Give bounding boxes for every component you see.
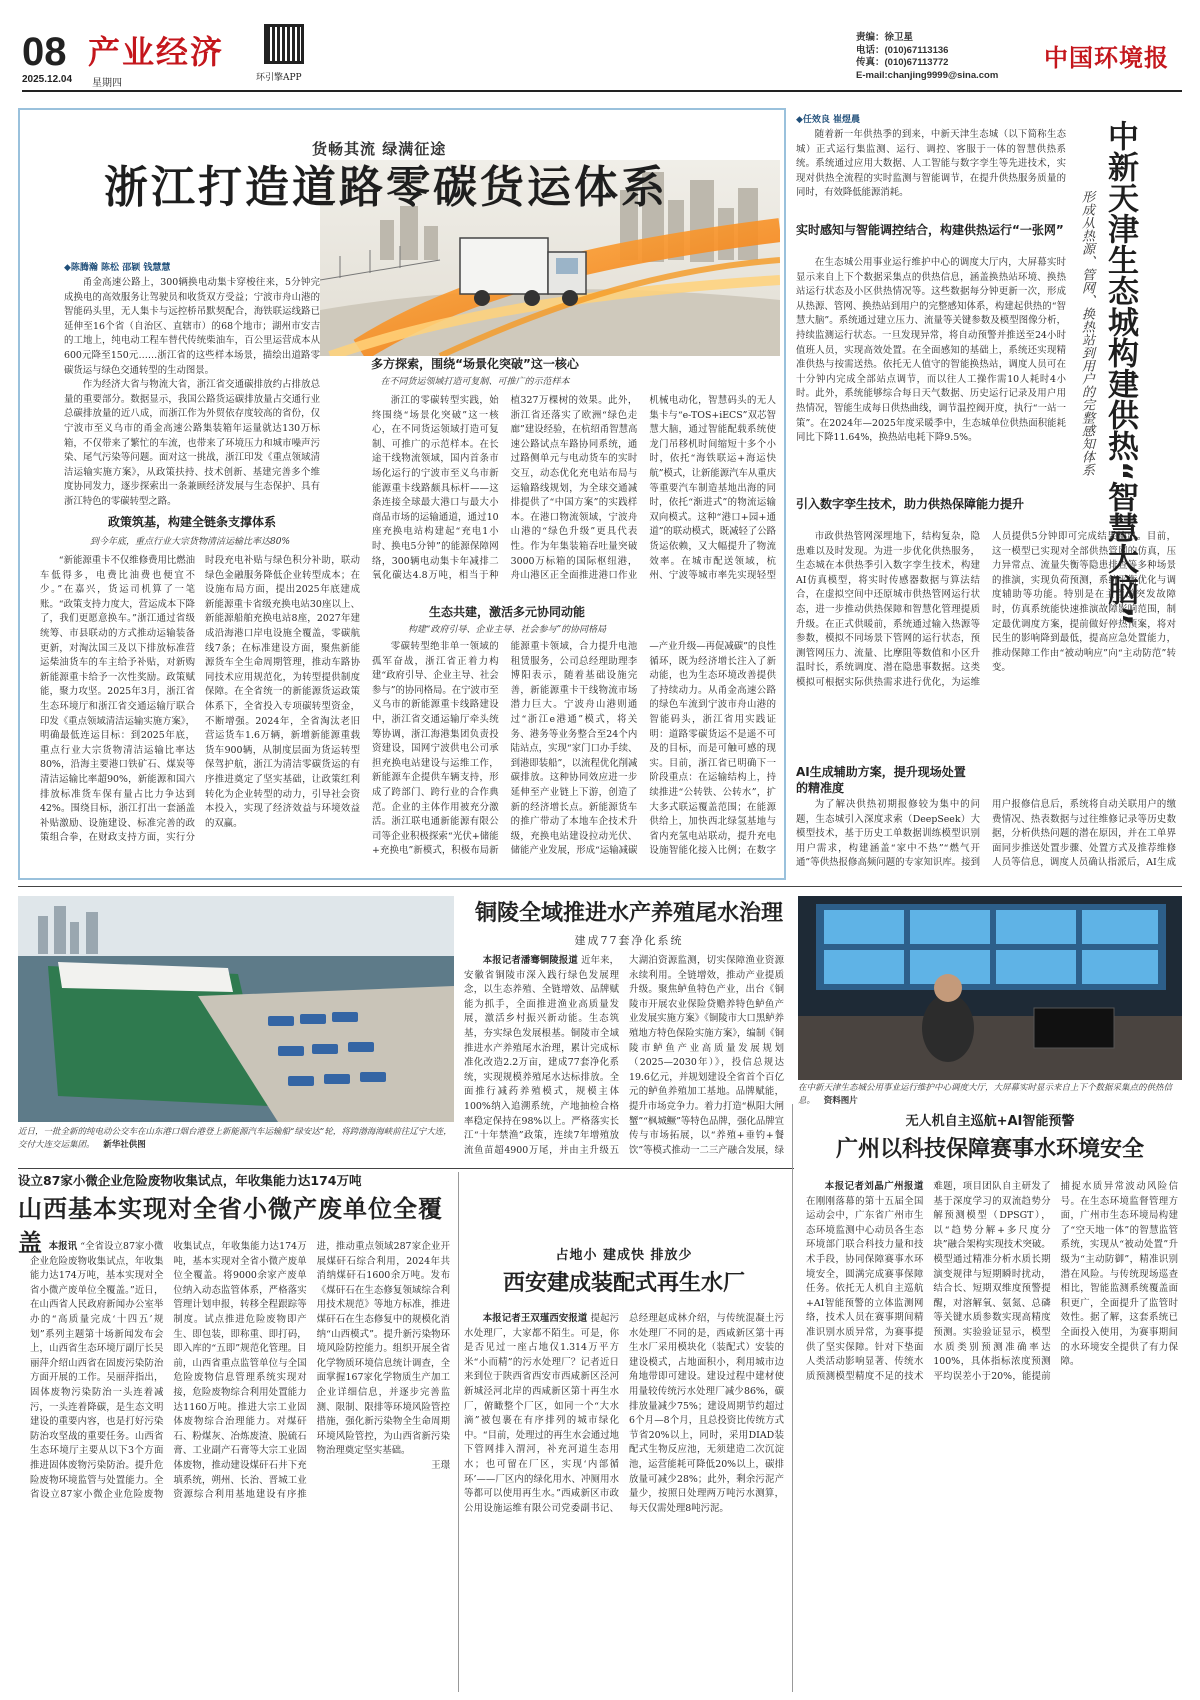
zhejiang-s3-title: 生态共建，激活多元协同动能 [428, 605, 585, 619]
tongling-sub: 建成77套净化系统 [574, 934, 684, 947]
xian-body: 提起污水处理厂，大家都不陌生。可是，你是否见过一座占地仅1.314万平方米“小而精”的污水处理厂？记者近日来到位于陕西省西安市西咸新区泾河新城泾河北岸的西咸新区第十再生水厂，俯瞰整个厂区，如同一个“大水滴”被包裹在有序排列的城市绿化中。“目前，处理过的再生水会通过地下管网排入渭河，补充河道生态用水；也可留在厂区，实现‘内部循环’——厂区内的绿化用水、冲厕用水等都可以使用再生水。”西咸新区市政公用设施运维有限公司党委副书记、总经理赵成林介绍，与传统混凝土污水处理厂不同的是，西咸新区第十再生水厂采用模块化（装配式）安装的建设模式，占地面积小，利用城市边角地带即可建设。建设过程中建材使用量较传统污水处理厂减少86%，碳排放量减少75%；建设周期节约超过6个月—8个月，且总投资比传统方式节省20%以上，同时，采用DIAD装配式生物反应池，无须建造二次沉淀池，运营能耗可降低20%以上，碳排放量可减少28%；此外，剩余污泥产量少，按照日处理两万吨污水测算，每天仅需处理8吨污泥。 [464, 1313, 784, 1514]
qr-code[interactable] [264, 24, 304, 64]
control-room-caption [798, 1082, 1182, 1108]
port-photo [18, 896, 454, 1122]
zhejiang-s3-subtitle: 构建“政府引导、企业主导、社会参与”的协同格局 [407, 625, 607, 635]
issue-date: 2025.12.04 [22, 74, 73, 85]
guangzhou-body: 在刚刚落幕的第十五届全国运动会中，广东省广州市生态环境监测中心动员各生态环境部门联合科技力量和技术手段，协同保障赛事水环境安全，圆满完成赛事保障任务。依托无人机自主巡航+AI智能预警的立体监测网络，技术人员在赛事期间精准识别水质异常，为赛事提供了坚实保障。针对下垫面人类活动影响显著、传统水质预测模型精度不足的技术难题，项目团队自主研发了基于深度学习的双流趋势分解预测模型（DPSGT），以“趋势分解+多尺度分块”融合架构实现技术突破。模型通过精准分析水质长期演变规律与短期瞬时扰动，结合长、短期双维度预警提醒，对溶解氧、氨氮、总磷等关键水质参数实现高精度预测。实验验证显示，模型水质类别预测准确率达100%，具体指标浓度预测平均误差小于20%，能提前捕捉水质异常波动风险信号。在生态环境监督管理方面，广州市生态环境局构建了“空天地一体”的智慧监管系统，实现从“被动处置”升级为“主动防御”，精准识别潜在风险。与传统现场巡查相比，智能监测系统覆盖面积更广，全面提升了监管时效性。据了解，这套系统已全面投入使用，为赛事期间的水环境安全提供了有力保障。 [806, 1181, 1178, 1382]
tianjin-s3-body: 为了解决供热初期报修较为集中的问题，生态城引入深度求索（DeepSeek）大模型技术，基于历史工单数据训练模型识别用户需求，构建涵盖“家中不热”“燃气开通”等供热报修高频问题的专家知识库。接到用户报修信息后，系统将自动关联用户的缴费情况、热表数据与过往维修记录等历史数据，分析供热问题的潜在原因，并在工单界面同步推送处置步骤、处置方式及推荐维修人员等信息，调度人员确认指派后，AI生成 [796, 799, 1176, 869]
port-caption [18, 1126, 454, 1152]
xian-kicker: 占地小 建成快 排放少 [555, 1248, 693, 1263]
zhejiang-s3-body: 零碳转型绝非单一领域的孤军奋战，浙江省正着力构建“政府引导、企业主导、社会参与”的协同格局。在宁波市至义乌市的新能源重卡线路建设中，浙江省交通运输厅牵头统筹协调，浙江海港集团负责投资建设，国网宁波供电公司承担充换电站建设与运维工作，新能源车企提供车辆支持，形成了跨部门、跨行业的合作典范。企业的主体作用被充分激活。浙江联电通新能源有限公司等企业积极探索“光伏+储能+充换电”新模式，积极布局新能源重卡领域，合力提升电池租赁服务，公司总经理助理李博阳表示，随着基础设施完善，新能源重卡干线物流市场潜力巨大。宁波舟山港则通过“浙江e港通”模式，将关务、港务等业务整合至24个内陆站点，实现“家门口办手续、到港即装船”，以流程优化削减碳排放。这种协同效应进一步延伸至产业链上下游，创造了新的经济增长点。新能源货车的推广带动了本地车企技术升级，充换电站建设拉动光伏、储能产业发展，形成“运输减碳—产业升级—再促减碳”的良性循环，既为经济增长注入了新动能，也为生态环境改善提供了持续动力。从甬金高速公路的绿色车流到宁波市舟山港的智能码头，浙江省用实践证明：道路零碳货运不是遥不可及的目标，而是可触可感的现实。目前，浙江省已明确下一阶段重点：在运输结构上，持续推进“公转铁、公转水”，扩大多式联运覆盖范围；在能源供给上，加快西北绿氢基地与省内充氢电站联动，提升充电设施智能化接入比例；在数字 [372, 641, 776, 857]
tongling-text [464, 954, 784, 1166]
shanxi-headline: 山西基本实现对全省小微产废单位全覆盖 [18, 1194, 443, 1257]
tianjin-byline: ◆任效良 崔煜晨 [796, 115, 861, 125]
editor-info [856, 32, 998, 82]
zhejiang-s2-body: 浙江的零碳转型实践，始终围绕“场景化突破”这一核心，在不同货运领域打造可复制、可推广的示范样本。在长途干线物流领域，国内首条市场化运行的宁波市至义乌市新能源重卡线路颇具标杆——这条连接全球最大港口与最大小商品市场的运输通道，通过10座充换电站构建起“充电1小时、换电5分钟”的能源保障网络，300辆电动集卡年减排二氧化碳达4.8万吨，相当于种植327万棵树的效果。此外，浙江省还落实了欧洲“绿色走廊”建设经验，在杭绍甬智慧高速公路试点车路协同系统，通过路侧单元与电动货车的实时交互，动态优化充电站布局与运输路线规划，为全球交通减排提供了“中国方案”的实践样本。在港口物流领域，宁波舟山港的“绿色升级”更具代表性。作为年集装箱吞吐量突破3000万标箱的国际枢纽港，舟山港区正全面推进港口作业机械电动化，智慧码头的无人集卡与“e-TOS+iECS”双芯智慧大脑，通过智能配载系统使龙门吊移机时间缩短十多个小时，依托“海铁联运+海运快航”模式，让新能源汽车从重庆等重要汽车制造基地出海的同时，依托“渐进式”的物流运输双向模式。这种“港口+园+通道”的联动模式，既减轻了公路货运依赖，又大幅提升了物流效率。在城市配送领域，杭州、宁波等城市率先实现轻型 [372, 395, 776, 582]
control-room-credit: 资料图片 [823, 1096, 858, 1106]
xian-byline: 本报记者王双瑾西安报道 [482, 1313, 588, 1324]
shanxi-text [30, 1240, 450, 1692]
divider-vertical-2 [792, 1104, 793, 1692]
page-number: 08 [22, 30, 67, 74]
divider-upper [18, 886, 1182, 887]
guangzhou-byline: 本报记者刘晶广州报道 [824, 1181, 924, 1192]
tianjin-s2-title: 引入数字孪生技术，助力供热保障能力提升 [796, 497, 1025, 511]
tianjin-s1-body: 在生态城公用事业运行维护中心的调度大厅内，大屏幕实时显示来自上下个数据采集点的供热信息，涵盖换热站环境、换热站运行状态及小区供热情况等。这些数据每分钟更新一次，形成从热源、管网、换热站到用户的完整感知体系，构建起供热的“智慧大脑”。系统通过建立压力、流量等关键参数及模型图像分析，持续监测运行状态。一旦发现异常，将自动预警并推送至24小时值班人员，实现高效处置。在全面感知的基础上，系统还实现精准供热与按需送热。依托无人值守的智能换热站，调度人员可在十分钟内完成全部站点调节，而以往人工操作需10人耗时4小时。此外，系统能够综合每日天气数据、历史运行记录及用户用热情况，智能生成每日供热曲线，调节温控阀开度，执行“一站一策”。在2024年—2025年度采暖季中，生态城单位供热面积能耗同比下降11.64%，换热站电耗下降9.5%。 [796, 257, 1066, 444]
shanxi-kicker: 设立87家小微企业危险废物收集试点，年收集能力达174万吨 [18, 1173, 362, 1188]
tianjin-intro-p: 随着新一年供热季的到来，中新天津生态城（以下简称生态城）正式运行集监测、运行、调控、客服于一体的智慧供热系统。系统通过应用大数据、人工智能与数字孪生等先进技术，实现对供热全流程的实时监测与智能调节，在提升供热服务质量的同时，有效降低能源消耗。 [796, 129, 1066, 199]
tongling-byline: 本报记者潘骞铜陵报道 [482, 955, 578, 966]
section-title: 产业经济 [88, 33, 225, 71]
tianjin-intro [796, 128, 1066, 220]
guangzhou-kicker: 无人机自主巡航+AI智能预警 [905, 1114, 1075, 1129]
tianjin-headline: 中新天津生态城构建供热“智慧大脑” [1102, 120, 1138, 626]
tianjin-s1-title: 实时感知与智能调控结合，构建供热运行“一张网” [796, 223, 1064, 237]
zhejiang-s2-title: 多方探索，围绕“场景化突破”这一核心 [371, 357, 579, 371]
zhejiang-kicker: 货畅其流 绿满征途 [312, 140, 447, 158]
guangzhou-text [806, 1180, 1178, 1692]
zhejiang-s1-title: 政策筑基，构建全链条支撑体系 [107, 515, 276, 529]
masthead [0, 0, 1200, 88]
fax: 传真：(010)67113772 [856, 57, 949, 68]
tianjin-s2-body: 市政供热管网深埋地下，结构复杂，隐患难以及时发现。为进一步优化供热服务，生态城在本供热季引入数字孪生技术，构建AI仿真模型，将实时传感器数据与算法结合，在虚拟空间中还原城市供热管网运行状态，进一步推动供热保障和智慧化管理提质升级。在正式供暖前，系统通过输入热源等参数，模拟不同场景下管网的运行状态，预测管网压力、流量、比摩阻等数值和小区升温时长，系统调度、潜在隐患事数据。这类模拟可根据实际供热需求进行优化，为运维人员提供5分钟即可完成结果输出。目前，这一模型已实现对全部供热管网的仿真，压力异常点、流量失衡等隐患排查等多种场景的推演，实现负荷预测，系统平衡优化与调度辅助等功能。特别是在主管道突发故障时，仿真系统能快速推演故障影响范围，制定最优调度方案，提前做好停热预案，将对民生的影响降到最低，提高应急处置能力，推动保障工作由“被动响应”向“主动防范”转变。 [796, 531, 1176, 688]
paper-logo: 中国环境报 [1044, 44, 1169, 72]
tianjin-s1-text [796, 256, 1066, 488]
qr-label: 环引擎APP [256, 73, 302, 83]
divider-lower [18, 1168, 794, 1169]
tianjin-s3-title: AI生成辅助方案，提升现场处置的精准度 [796, 765, 966, 795]
control-room-photo [798, 896, 1182, 1080]
shanxi-byline: 本报讯 [48, 1241, 78, 1252]
port-caption-text: 近日，一批全新的纯电动公交车在山东港口烟台港登上新能源汽车运输船“绿安达”轮，将跨渤海海峡前往辽宁大连，交付大连交运集团。 [18, 1127, 452, 1150]
tongling-headline: 铜陵全域推进水产养殖尾水治理 [474, 900, 783, 926]
tianjin-subheadline: 形成从热源、管网、换热站到用户的完整感知体系 [1079, 190, 1094, 476]
xian-text [464, 1312, 784, 1692]
issue-weekday: 星期四 [92, 78, 122, 89]
port-credit: 新华社供图 [103, 1140, 146, 1150]
masthead-rule [22, 90, 1182, 92]
tianjin-s3-text [796, 798, 1176, 880]
zhejiang-byline: ◆陈腾瀚 陈松 邵颖 钱慧慧 [64, 263, 171, 273]
control-room-caption-text: 在中新天津生态城公用事业运行维护中心调度大厅，大屏幕实时显示来自上下个数据采集点的供热信息。 [798, 1083, 1173, 1106]
editor: 责编：徐卫星 [856, 32, 914, 43]
shanxi-body: “全省设立87家小微企业危险废物收集试点，年收集能力达174万吨，基本实现对全省小微产废单位全覆盖。”近日，在山西省人民政府新闻办公室举办的“高质量完成‘十四五’规划”系列主题第十场新闻发布会上，山西省生态环境厅副厅长吴丽萍介绍山西省在固废污染防治方面开展的工作。吴丽萍指出，固体废物污染防治一头连着减污，一头连着降碳，是生态文明建设的重要内容，也是打好污染防治攻坚战的重要任务。山西省生态环境厅主要从以下3个方面推进固体废物污染防治。提升危险废物环境监管与处置能力。全省设立87家小微企业危险废物收集试点，年收集能力达174万吨，基本实现对全省小微产废单位全覆盖。将9000余家产废单位纳入动态监管体系，严格落实管理计划申报，转移全程跟踪等制度。试点推进危险废物即产生、即包装，即称重、即打码，即入库的“五即”规范化管理。目前，山西省重点监管单位与全国危险废物信息管理系统实现对接，危险废物综合利用处置能力达1160万吨。推进大宗工业固体废物综合治理能力。对煤矸石、粉煤灰、冶炼废渣、脱硫石膏、工业副产石膏等大宗工业固体废物，推动建设煤矸石井下充填系统，朔州、长治、晋城工业资源综合利用基地建设有序推进，推动重点领域287家企业开展煤矸石综合利用，2024年共消纳煤矸石1600余万吨。发布《煤矸石在生态修复领域综合利用技术规范》等地方标准，推进煤矸石在生态修复中的规模化消纳“山西模式”。提升新污染物环境风险防控能力。组织开展全省化学物质环境信息统计调查，全面掌握167家化学物质生产加工企业详细信息，并逐步完善监测、限制、限排等环境风险管控措施，强化新污染物全生命周期环境风险管控，为山西省新污染物治理奠定坚实基础。 [30, 1241, 450, 1501]
zhejiang-lead-p1: 甬金高速公路上，300辆换电动集卡穿梭往来，5分钟完成换电的高效服务让驾驶员和收货双方受益；宁波市舟山港的智能码头里，无人集卡与远控桥吊默契配合，海铁联运线路已延伸至16个省（自治区、直辖市）的68个地市；湖州市安吉的工地上，纯电动工程车替代传统柴油车，百公里运营成本从600元降至150元……浙江省的这些样本场景，描绘出道路零碳货运与绿色交通转型的生动图景。 [64, 277, 320, 376]
zhejiang-s1-text [40, 554, 360, 872]
shanxi-author: 王璟 [431, 1459, 450, 1471]
zhejiang-lead [64, 276, 320, 511]
tongling-body: 近年来，安徽省铜陵市深入践行绿色发展理念，以生态养殖、全链增效、品牌赋能为抓手，全面推进渔业高质量发展，激活乡村振兴新动能。生态筑基，夯实绿色发展根基。铜陵市全域推进水产养殖尾水治理，累计完成标准化改造2.2万亩，建成77套净化系统，实现规模养殖尾水达标排放。全面推行减药养殖模式，规模主体100%纳入追溯系统，产地抽检合格率稳定保持在98%以上。严格落实长江“十年禁渔”政策，连续7年增殖放流鱼苗超4900万尾，并由主升级五大湖泊资源监测，切实保障渔业资源永续利用。全链增效，推动产业提质升级。聚焦鲈鱼特色产业，出台《铜陵市开展农业保险贷赡养特色鲈鱼产业发展实施方案》《铜陵市大口黑鲈养殖地方特色保险实施方案》，编制《铜陵市鲈鱼产业高质量发展规划（2025—2030年）》，投信总规达19.6亿元，并规划建设全省首个百亿元的鲈鱼养殖加工基地。品牌赋能，提升市场竞争力。着力打造“枞阳大闸蟹”“枫城鳜”等特色品牌，强化品牌宣传与市场拓展，以“养殖+垂钓+餐饮”等模式推动一二三产融合发展，绿 [464, 955, 784, 1156]
zhejiang-s1-subtitle: 到今年底，重点行业大宗货物清洁运输比率达80% [89, 537, 290, 547]
operator [922, 994, 974, 1062]
phone: 电话：(010)67113136 [856, 44, 949, 56]
zhejiang-s2-subtitle: 在不同货运领域打造可复制、可推广的示范样本 [380, 377, 570, 387]
zhejiang-headline: 浙江打造道路零碳货运体系 [104, 162, 668, 213]
zhejiang-lead-p2: 作为经济大省与物流大省，浙江省交通碳排放约占排放总量的重要部分。数据显示，我国公路货运碳排放量占交通行业总碳排放量的近八成，而浙江作为外贸依存度较高的省份，仅宁波市至义乌市的甬金高速公路集装箱年运量就达130万标箱，不仅带来了繁忙的车流，也带来了环境压力和城市噪声污染、尾气污染等问题。面对这一挑战，浙江印发《重点领域清洁运输实施方案》，从政策扶持、技术创新、基建完善多个维度协同发力，逐步探索出一条兼顾经济发展与生态保护、具有浙江特色的零碳转型之路。 [64, 379, 320, 507]
xian-headline: 西安建成装配式再生水厂 [502, 1270, 745, 1296]
zhejiang-s3-text [372, 640, 776, 872]
zhejiang-s1-body: “新能源重卡不仅维修费用比燃油车低得多，电费比油费也便宜不少。”在嘉兴，货运司机算了一笔账。“政策支持力度大，营运成本下降了，我们更愿意换车。”浙江通过省级统筹、市县联动的方式推动运输装备更新，对淘汰国三及以下排放标准营运柴油货车的车主给予补贴，对新购新能源重卡给予一次性奖励。政策赋能，聚力攻坚。2025年3月，浙江省生态环境厅和浙江省交通运输厅联合印发《重点领域清洁运输实施方案》，明确最低连运目标：到2025年底，重点行业大宗货物清洁运输比率达80%，沿海主要港口铁矿石、煤炭等清洁运输比率超90%，新能源和国六排放标准货车保有量占比力争达到42%。围绕目标，浙江打出一套涵盖补贴激励、设施建设、标准完善的政策组合拳，在财政支持方面，实行分时段充电补贴与绿色积分补助，联动绿色金融服务降低企业转型成本；在设施布局方面，提出2025年底建成新能源重卡省级充换电站30座以上、新能源船舶充换电站8座，2027年建成沿海港口岸电设施全覆盖，零碳航线7条；在标准建设方面，聚焦新能源货车全生命周期管理，推动车路协同技术应用规范化，为转型提供制度保障。在全省统一的新能源货运政策体系下，全省投入专项碳转型资金，不断增强。2024年，全省淘汰老旧营运货车1.6万辆，新增新能源重载货车900辆，从制度层面为货运转型保驾护航，浙江为清洁零碳货运的有序推进奠定了坚实基础，让政策红利转化为企业转型的动力，引导社会资本投入，实现了经济效益与环境效益的双赢。 [40, 555, 360, 844]
divider-vertical [458, 1172, 459, 1692]
email: E-mail:chanjing9999@sina.com [856, 69, 999, 81]
zhejiang-s2-text [372, 394, 776, 594]
tianjin-s2-text [796, 530, 1176, 760]
guangzhou-headline: 广州以科技保障赛事水环境安全 [835, 1136, 1144, 1162]
